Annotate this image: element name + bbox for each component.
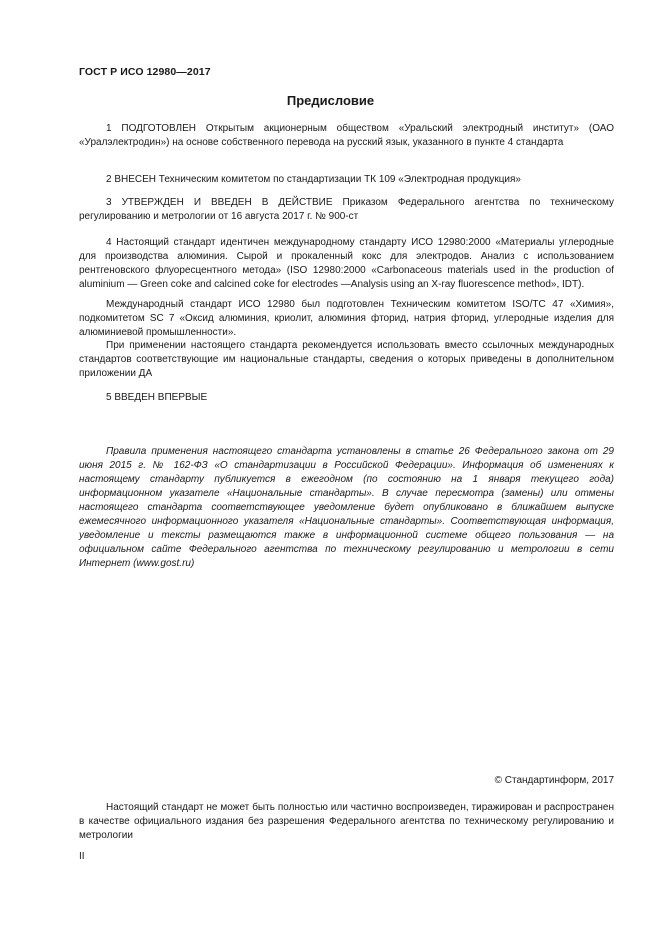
page-number: II <box>79 851 85 862</box>
paragraph-item-1: 1 ПОДГОТОВЛЕН Открытым акционерным обществом «Уральский электродный институт» (ОАО «Уралэлектродин») на основе собственного перевода на русский язык, указанного в пункте 4 стандарта <box>79 123 614 148</box>
paragraph-item-2: 2 ВНЕСЕН Техническим комитетом по стандартизации ТК 109 «Электродная продукция» <box>106 174 521 185</box>
reproduction-notice: Настоящий стандарт не может быть полностью или частично воспроизведен, тиражирован и распространен в качестве официального издания без разрешения Федерального агентства по техническому регулированию и метрологии <box>79 802 614 841</box>
page-title: Предисловие <box>286 93 375 108</box>
standard-application-notice: Правила применения настоящего стандарта установлены в статье 26 Федерального закона от 29 июня 2015 г. № 162-ФЗ «О стандартизации в Российской Федерации». Информация об изменениях к настоящему стандарту публикуется в ежегодном (по состоянию на 1 января текущего года) информационном указателе «Национальные стандарты». В случае пересмотра (замены) или отмены настоящего стандарта соответствующее уведомление будет опубликовано в ближайшем выпуске ежемесячного информационного указателя «Национальные стандарты». Соответствующая информация, уведомление и тексты размещаются также в информационной системе общего пользования — на официальном сайте Федерального агентства по техническому регулированию и метрологии в сети Интернет (www.gost.ru) <box>79 446 614 569</box>
paragraph-application-note: При применении настоящего стандарта рекомендуется использовать вместо ссылочных международных стандартов соответствующие им национальные стандарты, сведения о которых приведены в дополнительном приложении ДА <box>79 340 614 379</box>
paragraph-item-3: 3 УТВЕРЖДЕН И ВВЕДЕН В ДЕЙСТВИЕ Приказом Федерального агентства по техническому регулированию и метрологии от 16 августа 2017 г. № 900-ст <box>79 197 614 222</box>
paragraph-item-4: 4 Настоящий стандарт идентичен международному стандарту ИСО 12980:2000 «Материалы углеродные для производства алюминия. Сырой и прокаленный кокс для электродов. Анализ с использованием рентгеновского флуоресцентного метода» (ISO 12980:2000 «Carbonaceous materials used in the production of aluminium — Green coke and calcined coke for electrodes —Analysis using an X-ray fluorescence method», IDT). <box>79 237 614 290</box>
paragraph-item-5: 5 ВВЕДЕН ВПЕРВЫЕ <box>106 392 208 403</box>
document-code: ГОСТ Р ИСО 12980—2017 <box>79 66 211 78</box>
copyright-line: © Стандартинформ, 2017 <box>494 775 614 786</box>
paragraph-international-standard: Международный стандарт ИСО 12980 был подготовлен Техническим комитетом ISO/TC 47 «Химия», подкомитетом SC 7 «Оксид алюминия, криолит, алюминия фторид, натрия фторид, углеродные изделия для алюминиевой промышленности». <box>79 299 614 338</box>
